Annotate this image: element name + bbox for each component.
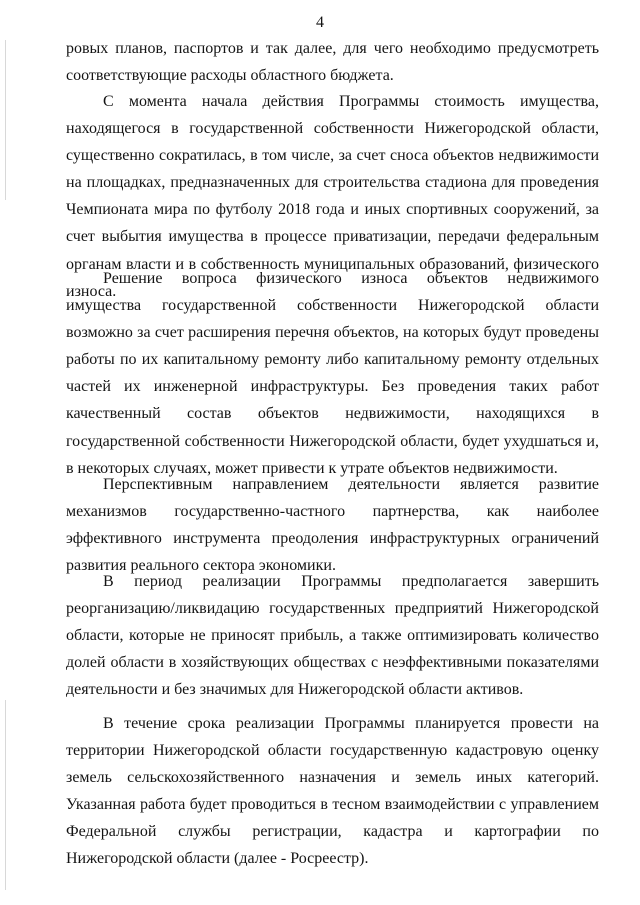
page-number: 4 — [316, 14, 324, 31]
paragraph-continuation: ровых планов, паспортов и так далее, для чего необходимо предусмотреть соответствующие расходы областного бюджета. — [66, 40, 599, 85]
paragraph-physical-wear: Решение вопроса физического износа объектов недвижимого имущества государственной собственности Нижегородской области возможно за счет расширения перечня объектов, на которых будут проведены работы по их капитальному ремонту либо капитальному ремонту отдельных частей их инженерной инфраструктуры. Без проведения таких работ качественный состав объектов недвижимости, находящихся в государственной собственности Нижегородской области, будет ухудшаться и, в некоторых случаях, может привести к утрате объектов недвижимости. — [66, 270, 599, 477]
paragraph-reorganization: В период реализации Программы предполагается завершить реорганизацию/ликвидацию государственных предприятий Нижегородской области, которые не приносят прибыль, а также оптимизировать количество долей области в хозяйствующих обществах с неэффективными показателями деятельности и без значимых для Нижегородской области активов. — [66, 573, 599, 699]
paragraph-cadastral-valuation: В течение срока реализации Программы планируется провести на территории Нижегородской области государственную кадастровую оценку земель сельскохозяйственного назначения и земель иных категорий. Указанная работа будет проводиться в тесном взаимодействии с управлением Федеральной службы регистрации, кадастра и картографии по Нижегородской области (далее - Росреестр). — [66, 715, 599, 868]
scan-edge-mark — [5, 40, 6, 200]
paragraph-public-private-partnership: Перспективным направлением деятельности является развитие механизмов государственно-частного партнерства, как наиболее эффективного инструмента преодоления инфраструктурных ограничений развития реального сектора экономики. — [66, 476, 599, 575]
paragraph-property-value: С момента начала действия Программы стоимость имущества, находящегося в государственной собственности Нижегородской области, существенно сократилась, в том числе, за счет сноса объектов недвижимости на площадках, предназначенных для строительства стадиона для проведения Чемпионата мира по футболу 2018 года и иных спортивных сооружений, за счет выбытия имущества в процессе приватизации, передачи федеральным органам власти и в собственность муниципальных образований, физического износа. — [66, 93, 599, 300]
scan-edge-mark — [5, 700, 6, 890]
